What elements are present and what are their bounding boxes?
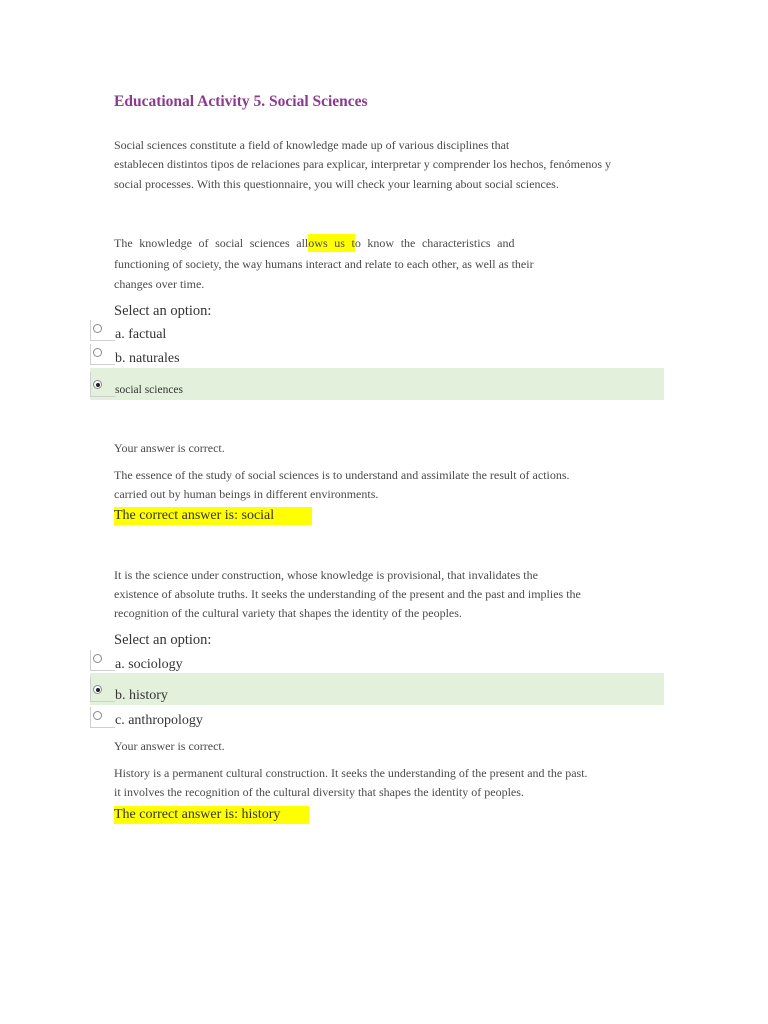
q2-selected-option-row[interactable] [90,673,664,705]
q2-explanation-line-1: History is a permanent cultural construction. It seeks the understanding of the present and the past. [114,766,588,780]
q1-prompt: Select an option: [114,303,212,319]
page-title: Educational Activity 5. Social Sciences [114,93,368,110]
q1-text-before-highlight: The knowledge of social sciences all [114,236,309,250]
q1-option-c-radio[interactable] [93,380,102,389]
q1-text-highlight: ows us t [308,236,355,250]
q2-option-a-radio[interactable] [93,654,102,663]
q1-option-a-radio[interactable] [93,324,102,333]
q2-option-c-radio[interactable] [93,711,102,720]
q1-option-a-label[interactable]: a. factual [115,327,167,342]
q2-feedback: Your answer is correct. [114,739,225,753]
q2-option-b-radio[interactable] [93,685,102,694]
q2-correct-answer: The correct answer is: history [114,806,309,824]
q1-text-line-2: functioning of society, the way humans interact and relate to each other, as well as their [114,257,534,271]
q1-correct-answer: The correct answer is: social [114,507,312,525]
q2-option-b-label[interactable]: b. history [115,688,168,703]
q2-text-line-2: existence of absolute truths. It seeks the understanding of the present and the past and implies the [114,587,581,601]
q1-feedback: Your answer is correct. [114,441,225,455]
q1-text-line-3: changes over time. [114,277,205,291]
q1-explanation-line-1: The essence of the study of social sciences is to understand and assimilate the result of actions. [114,468,570,482]
intro-line-1: Social sciences constitute a field of knowledge made up of various disciplines that [114,138,510,152]
q1-explanation-line-2: carried out by human beings in different environments. [114,487,379,501]
q2-option-c-label[interactable]: c. anthropology [115,713,203,728]
q2-explanation-line-2: it involves the recognition of the cultural diversity that shapes the identity of peoples. [114,785,524,799]
q1-option-b-radio[interactable] [93,348,102,357]
intro-line-3: social processes. With this questionnaire, you will check your learning about social sciences. [114,177,559,191]
intro-line-2: establecen distintos tipos de relaciones para explicar, interpretar y comprender los hechos, fenómenos y [114,157,612,171]
q2-text-line-3: recognition of the cultural variety that shapes the identity of the peoples. [114,606,462,620]
q1-option-c-label[interactable]: social sciences [115,384,184,396]
q1-text-after-highlight: o know the characteristics and [354,236,515,250]
q1-option-b-label[interactable]: b. naturales [115,351,180,366]
q2-text-line-1: It is the science under construction, whose knowledge is provisional, that invalidates the [114,568,538,582]
q2-option-a-label[interactable]: a. sociology [115,657,183,672]
q2-prompt: Select an option: [114,632,212,648]
q1-text-line-1 [114,236,533,250]
